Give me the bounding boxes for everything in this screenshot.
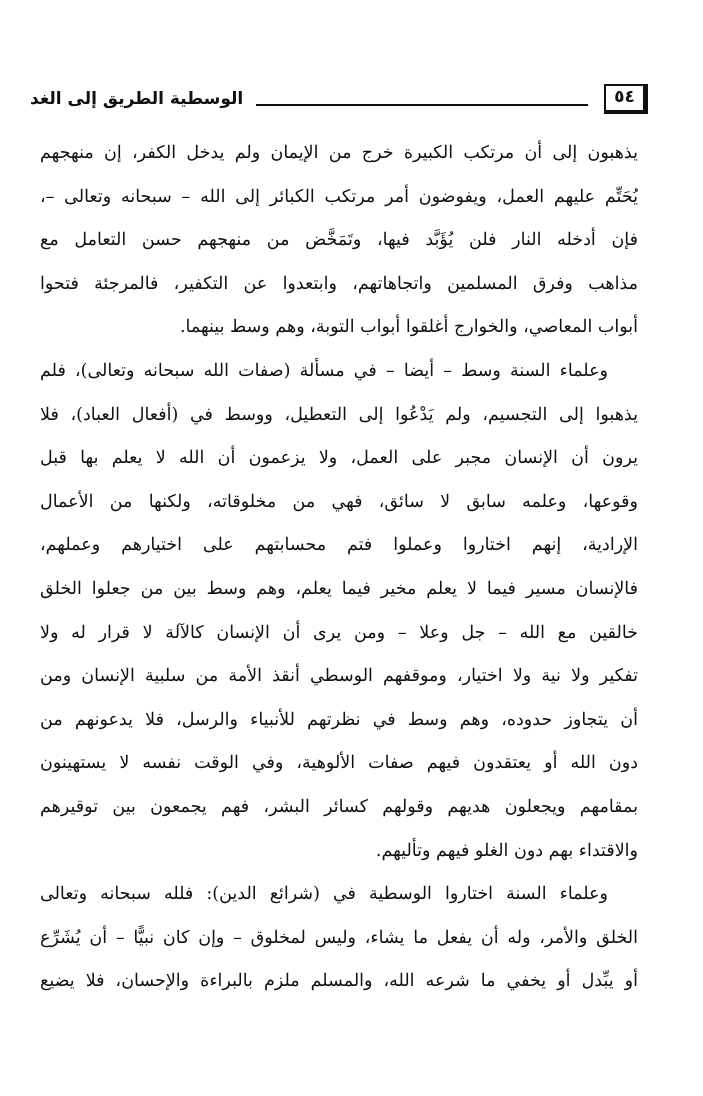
text-line: تفكير ولا نية ولا اختيار، وموقفهم الوسطي أنقذ الأمة من سلبية الإنسان ومن bbox=[40, 666, 638, 687]
text-line: وقوعها، وعلمه سابق لا سائق، فهي من مخلوقاته، ولكنها من الأعمال bbox=[40, 491, 638, 512]
text-line: يرون أن الإنسان مجبر على العمل، ولا يزعمون أن الله لا يعلم بها قبل bbox=[40, 448, 638, 469]
page-number: ٥٤ bbox=[604, 84, 648, 114]
text-line: يذهبون إلى أن مرتكب الكبيرة خرج من الإيمان ولم يدخل الكفر، إن منهجهم bbox=[40, 143, 638, 163]
running-title: الوسطية الطريق إلى الغد bbox=[30, 89, 244, 109]
text-line: الإرادية، إنهم اختاروا وعملوا فتم محسابتهم على اختيارهم وعملهم، bbox=[40, 535, 638, 556]
header-rule bbox=[256, 104, 588, 106]
text-line: فإن أدخله النار فلن يُؤَبَّد فيها، وتَمَخَّض من منهجهم حسن التعامل مع bbox=[40, 230, 638, 251]
body-text bbox=[40, 132, 638, 1004]
text-line: فالإنسان مسير فيما لا يعلم مخير فيما يعلم، وهم وسط بين من جعلوا الخلق bbox=[40, 578, 638, 599]
text-line: وعلماء السنة وسط – أيضا – في مسألة (صفات الله سبحانه وتعالى)، فلم bbox=[40, 360, 608, 381]
text-line: أبواب المعاصي، والخوارج أغلقوا أبواب التوبة، وهم وسط بينهما. bbox=[179, 317, 638, 338]
text-line: وعلماء السنة اختاروا الوسطية في (شرائع الدين): فلله سبحانه وتعالى bbox=[40, 884, 608, 905]
text-line: الخلق والأمر، وله أن يفعل ما يشاء، وليس لمخلوق – وإن كان نبيًّا – أن يُشَرِّع bbox=[40, 927, 638, 948]
text-line: دون الله أو يعتقدون فيهم صفات الألوهية، وفي الوقت نفسه لا يستهينون bbox=[40, 753, 638, 774]
text-line: بمقامهم ويجعلون هديهم وقولهم كسائر البشر، فهم يجمعون بين توقيرهم bbox=[40, 796, 638, 817]
text-line: يُحَتِّم عليهم العمل، ويفوضون أمر مرتكب الكبائر إلى الله – سبحانه وتعالى –، bbox=[40, 186, 638, 207]
text-line: أو يبِّدل أو يخفي ما شرعه الله، والمسلم ملزم بالبراءة والإحسان، فلا يضيع bbox=[40, 971, 638, 992]
text-line: أن يتجاوز حدوده، وهم وسط في نظرتهم للأنبياء والرسل، فلا يدعونهم من bbox=[40, 709, 638, 730]
text-line: والاقتداء بهم دون الغلو فيهم وتأليهم. bbox=[375, 840, 638, 861]
page-header bbox=[30, 84, 648, 120]
text-line: خالقين مع الله – جل وعلا – ومن يرى أن الإنسان كالآلة لا قرار له ولا bbox=[40, 622, 638, 643]
text-line: مذاهب وفرق المسلمين واتجاهاتهم، وابتعدوا عن التكفير، فالمرجئة فتحوا bbox=[40, 273, 638, 294]
text-line: يذهبوا إلى التجسيم، ولم يَدْعُوا إلى التعطيل، ووسط في (أفعال العباد)، فلا bbox=[40, 404, 638, 425]
